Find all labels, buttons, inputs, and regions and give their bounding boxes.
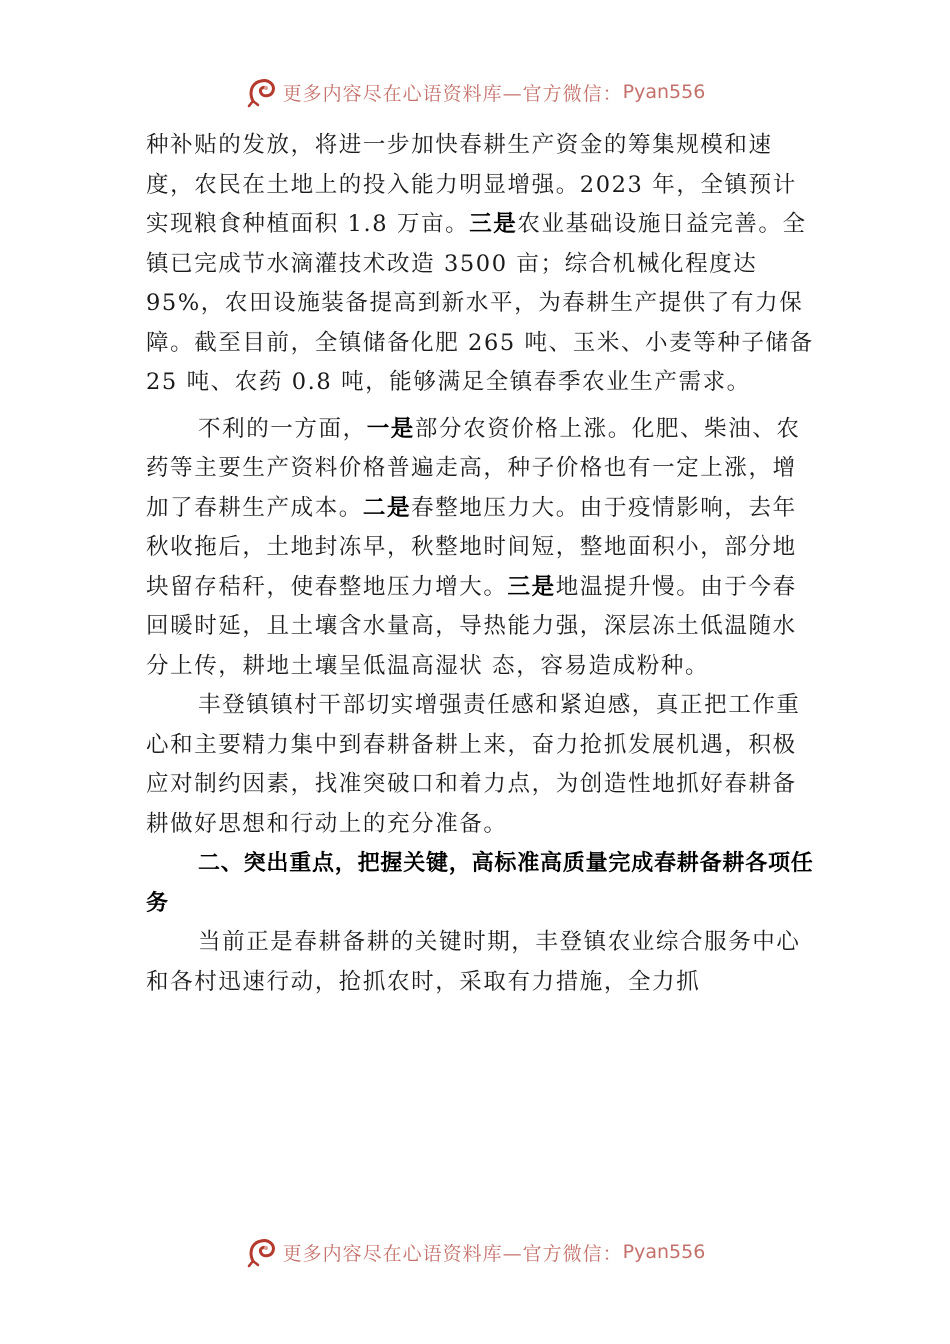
ribbon-logo-icon bbox=[245, 75, 279, 109]
header-wechat-id: Pyan556 bbox=[622, 81, 706, 103]
paragraph-1-text-1: 种补贴的发放，将进一步加快春耕生产资金的筹集规模和速度，农民在土地上的投入能力明显增强。2023 年，全镇预计实现粮食种植面积 1.8 万亩。 bbox=[146, 132, 797, 237]
paragraph-2-lead-2: 二是 bbox=[362, 494, 412, 521]
paragraph-2-text-4: 地温提升慢。由于今春回暖时延，且土壤含水量高，导热能力强，深层冻土低温随水分上传，耕地土壤呈低温高湿状 态，容易造成粉种。 bbox=[146, 573, 797, 679]
footer-wechat-id: Pyan556 bbox=[622, 1241, 706, 1263]
footer-title: 更多内容尽在心语资料库—官方微信： bbox=[282, 1242, 623, 1265]
paragraph-1-lead-1: 三是 bbox=[469, 211, 518, 237]
ribbon-logo-icon bbox=[245, 1235, 279, 1269]
footer-banner bbox=[0, 1232, 950, 1272]
header-title: 更多内容尽在心语资料库—官方微信： bbox=[282, 82, 623, 105]
paragraph-2-lead-1: 一是 bbox=[366, 415, 415, 442]
paragraph-3: 丰登镇镇村干部切实增强责任感和紧迫感，真正把工作重心和主要精力集中到春耕备耕上来，奋力抢抓发展机遇，积极应对制约因素，找准突破口和着力点，为创造性地抓好春耕备耕做好思想和行动上的充分准备。 bbox=[146, 692, 801, 837]
document-body bbox=[146, 126, 816, 1002]
paragraph-4: 当前正是春耕备耕的关键时期，丰登镇农业综合服务中心和各村迅速行动，抢抓农时，采取有力措施，全力抓 bbox=[146, 929, 801, 995]
section-heading: 二、突出重点，把握关键，高标准高质量完成春耕备耕各项任务 bbox=[146, 851, 814, 916]
paragraph-1-text-2: 农业基础设施日益完善。全镇已完成节水滴灌技术改造 3500 亩；综合机械化程度达 95%，农田设施装备提高到新水平，为春耕生产提供了有力保障。截至目前，全镇储备化肥 265 吨、玉米、小麦等种子储备 25 吨、农药 0.8 吨，能够满足全镇春季农业生产需求。 bbox=[146, 211, 814, 395]
paragraph-2-text-1: 不利的一方面， bbox=[198, 415, 367, 442]
paragraph-2-text-3: 春整地压力大。由于疫情影响，去年秋收拖后，土地封冻早，秋整地时间短，整地面积小，部分地块留存秸秆，使春整地压力增大。 bbox=[146, 494, 797, 600]
paragraph-2 bbox=[146, 410, 816, 687]
paragraph-2-lead-3: 三是 bbox=[507, 573, 556, 600]
paragraph-2-text-2: 部分农资价格上涨。化肥、柴油、农药等主要生产资料价格普遍走高，种子价格也有一定上涨，增加了春耕生产成本。 bbox=[146, 415, 801, 521]
header-banner bbox=[0, 72, 950, 112]
paragraph-1 bbox=[146, 126, 816, 403]
